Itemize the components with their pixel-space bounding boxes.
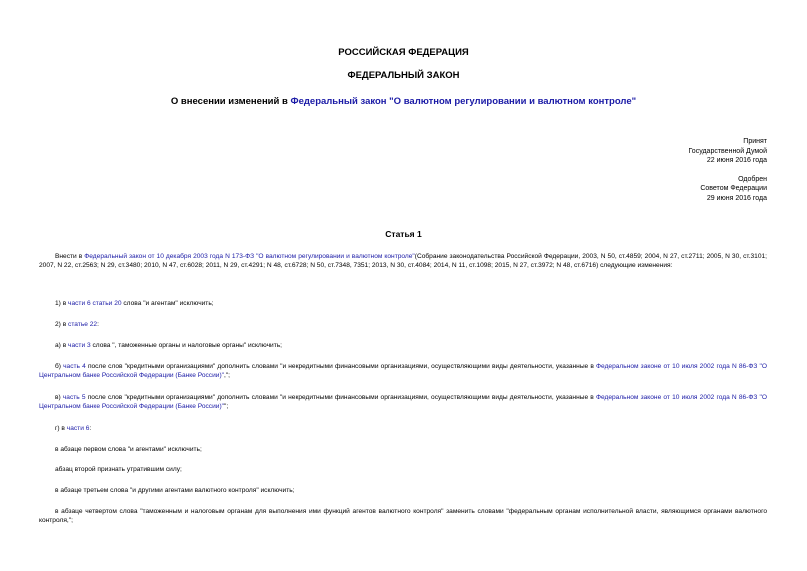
sub-4: в абзаце четвертом слова "таможенным и налоговым органам для выполнения ими функций агентов валютного контроля" заменить словами "федеральным органам исполнительной власти, являющимся органами валютного контроля,"; bbox=[39, 508, 767, 525]
item-2v-link-2[interactable]: Федеральном законе от 10 июля 2002 года N 86-ФЗ "О Центральном банке Российской Федерации (Банке России)" bbox=[39, 394, 768, 411]
item-2v-link-1[interactable]: часть 5 bbox=[62, 394, 86, 401]
intro-suffix: (Собрание законодательства Российской Федерации, 2003, N 50, ст.4859; 2004, N 27, ст.2711; 2005, N 30, ст.3101; 2007, N 22, ст.2563; N 29, ст.3480; 2010, N 47, ст.6028; 2011, N 29, ст.4291; N 48, ст.6728; N 50, ст.7348, 7351; 2013, N 30, ст.4084; 2014, N 11, ст.1098; 2015, N 27, ст.3972; N 48, ст.6716) следующие изменения: bbox=[39, 253, 768, 270]
law-type-heading: ФЕДЕРАЛЬНЫЙ ЗАКОН bbox=[347, 70, 460, 81]
item-2v bbox=[39, 393, 767, 412]
approved-date: 29 июня 2016 года bbox=[706, 194, 767, 202]
accepted-by: Государственной Думой bbox=[688, 147, 767, 155]
item-2a-suffix: слова ", таможенные органы и налоговые органы" исключить; bbox=[90, 342, 282, 349]
item-2 bbox=[55, 320, 99, 329]
item-2b-link-1[interactable]: часть 4 bbox=[63, 363, 86, 370]
item-2a-prefix: а) в bbox=[55, 342, 69, 349]
item-2-prefix: 2) в bbox=[55, 321, 69, 328]
item-1-suffix: слова "и агентам" исключить; bbox=[121, 300, 214, 307]
item-2a-link[interactable]: части 3 bbox=[68, 342, 91, 349]
approved-by: Советом Федерации bbox=[700, 185, 767, 192]
sub-1: в абзаце первом слова "и агентами" исключить; bbox=[55, 446, 202, 453]
accepted-label: Принят bbox=[743, 138, 767, 145]
intro-prefix: Внести в bbox=[55, 253, 85, 260]
item-1-link[interactable]: части 6 статьи 20 bbox=[68, 300, 122, 307]
item-2-link[interactable]: статье 22 bbox=[68, 321, 98, 328]
item-2g-suffix: : bbox=[89, 425, 92, 432]
item-1 bbox=[55, 299, 214, 308]
law-title bbox=[0, 96, 807, 107]
item-2b-middle: после слов "кредитными организациями" дополнить словами "и некредитными финансовыми организациями, осуществляющими виды деятельности, указанные в bbox=[85, 363, 597, 370]
sub-3: в абзаце третьем слова "и другими агентами валютного контроля" исключить; bbox=[55, 487, 295, 494]
item-2b-prefix: б) bbox=[55, 363, 64, 370]
country-heading: РОССИЙСКАЯ ФЕДЕРАЦИЯ bbox=[338, 47, 469, 58]
item-2v-prefix: в) bbox=[55, 394, 63, 401]
item-2-suffix: : bbox=[97, 321, 99, 328]
law-title-prefix: О внесении изменений в bbox=[170, 96, 291, 107]
item-2a bbox=[55, 341, 282, 350]
approved-label: Одобрен bbox=[738, 175, 767, 183]
law-title-link[interactable]: Федеральный закон "О валютном регулировании и валютном контроле" bbox=[290, 96, 637, 107]
item-2v-middle: после слов "кредитными организациями" дополнить словами "и некредитными финансовыми организациями, осуществляющими виды деятельности, указанные в bbox=[85, 394, 596, 401]
item-2b-suffix: ,"; bbox=[223, 372, 230, 380]
intro-law-link[interactable]: Федеральный закон от 10 декабря 2003 года N 173-ФЗ "О валютном регулировании и валютном контроле" bbox=[84, 253, 415, 260]
sub-2: абзац второй признать утратившим силу; bbox=[55, 466, 182, 473]
item-2b-link-2[interactable]: Федеральном законе от 10 июля 2002 года N 86-ФЗ "О Центральном банке Российской Федерации (Банке России)" bbox=[39, 363, 767, 380]
item-2g-link[interactable]: части 6 bbox=[66, 425, 90, 432]
item-2g bbox=[55, 424, 91, 433]
intro-paragraph bbox=[39, 252, 767, 271]
item-2g-prefix: г) в bbox=[55, 425, 67, 432]
item-1-prefix: 1) в bbox=[55, 300, 69, 307]
article-heading: Статья 1 bbox=[385, 229, 422, 239]
item-2b bbox=[39, 362, 767, 381]
adoption-block bbox=[688, 137, 767, 203]
item-2v-suffix: "; bbox=[223, 403, 229, 411]
accepted-date: 22 июня 2016 года bbox=[706, 157, 767, 164]
